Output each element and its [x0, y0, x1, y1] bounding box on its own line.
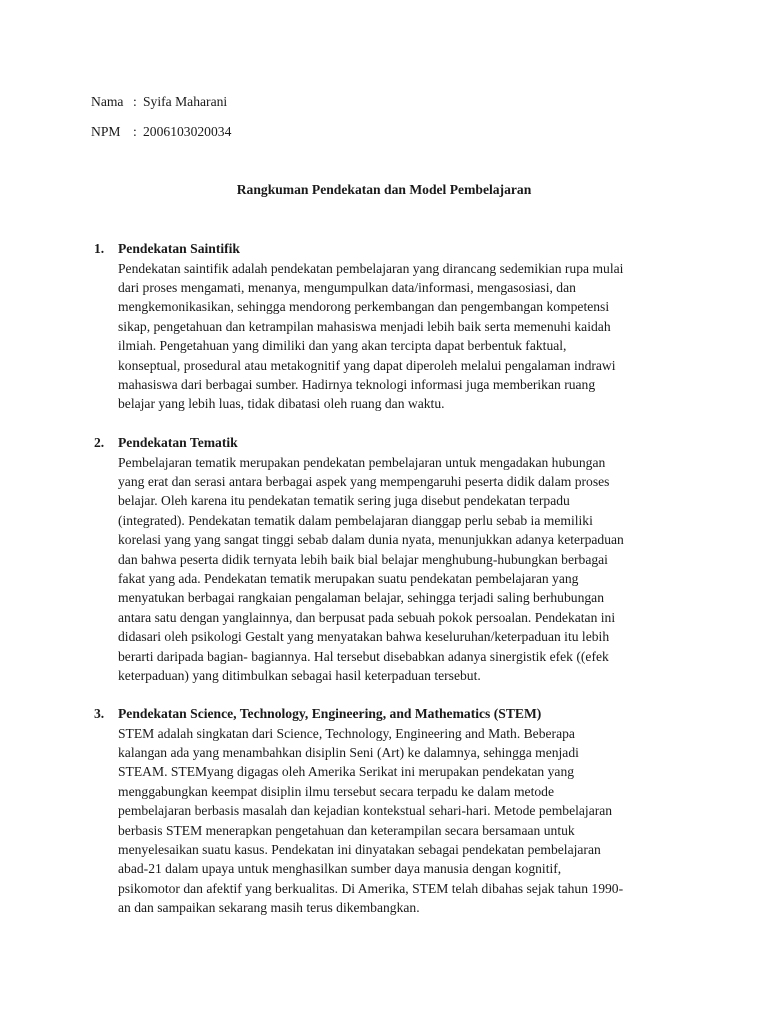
body-line: STEM adalah singkatan dari Science, Technology, Engineering and Math. Beberapa: [118, 725, 575, 741]
body-line: menggabungkan keempat disiplin ilmu tersebut secara terpadu ke dalam metode: [118, 783, 554, 799]
npm-value: 2006103020034: [143, 124, 232, 139]
body-line: Pendekatan saintifik adalah pendekatan pembelajaran yang dirancang sedemikian rupa mulai: [118, 260, 624, 276]
body-line: yang erat dan serasi antara berbagai aspek yang mempengaruhi peserta didik dalam proses: [118, 473, 610, 489]
name-colon: :: [133, 94, 137, 109]
body-line: mahasiswa dari berbagai sumber. Hadirnya teknologi informasi juga memberikan ruang: [118, 376, 596, 392]
section-heading: Pendekatan Science, Technology, Engineering, and Mathematics (STEM): [118, 706, 542, 721]
body-line: kalangan ada yang menambahkan disiplin Seni (Art) ke dalamnya, sehingga menjadi: [118, 744, 579, 760]
body-line: fakat yang ada. Pendekatan tematik merupakan suatu pendekatan pembelajaran yang: [118, 570, 579, 586]
body-line: Pembelajaran tematik merupakan pendekatan pembelajaran untuk mengadakan hubungan: [118, 454, 606, 470]
section-tematik: [94, 433, 694, 685]
section-number: 2.: [94, 435, 105, 450]
body-line: keterpaduan) yang ditimbulkan sebagai hasil keterpaduan tersebut.: [118, 667, 481, 683]
section-stem: [94, 704, 694, 918]
section-heading: Pendekatan Saintifik: [118, 241, 240, 256]
body-line: dan bahwa peserta didik ternyata lebih baik bial belajar menghubung-hubungkan berbagai: [118, 551, 608, 567]
section-number: 1.: [94, 241, 105, 256]
name-label: Nama: [91, 94, 124, 109]
body-line: STEAM. STEMyang digagas oleh Amerika Serikat ini merupakan pendekatan yang: [118, 764, 575, 780]
body-line: mengkemonikasikan, sehingga mendorong perkembangan dan pengembangan kompetensi: [118, 299, 610, 315]
body-line: antara satu dengan yanglainnya, dan berpusat pada sebuah pokok persoalan. Pendekatan ini: [118, 609, 616, 625]
body-line: pembelajaran berbasis masalah dan kejadian kontekstual sehari-hari. Metode pembelajaran: [118, 803, 613, 819]
body-line: dari proses mengamati, menanya, mengumpulkan data/informasi, mengasosiasi, dan: [118, 279, 576, 295]
body-line: an dan sampaikan sekarang masih terus dikembangkan.: [118, 900, 420, 916]
body-line: berbasis STEM menerapkan pengetahuan dan keterampilan secara bersamaan untuk: [118, 822, 575, 838]
body-line: psikomotor dan afektif yang berkualitas. Di Amerika, STEM telah dibahas sejak tahun 1990-: [118, 880, 624, 896]
body-line: korelasi yang yang sangat tinggi sebab dalam dunia nyata, menunjukkan adanya keterpaduan: [118, 532, 624, 548]
body-line: didasari oleh psikologi Gestalt yang menyatakan bahwa keseluruhan/keterpaduan itu lebih: [118, 629, 610, 645]
section-body: [118, 259, 694, 414]
section-heading: Pendekatan Tematik: [118, 435, 238, 450]
name-value: Syifa Maharani: [143, 94, 228, 109]
body-line: konseptual, prosedural atau metakognitif yang dapat diperoleh melalui pengalaman indrawi: [118, 357, 616, 373]
npm-row: [91, 122, 231, 142]
body-line: menyelesaikan suatu kasus. Pendekatan ini dinyatakan sebagai pendekatan pembelajaran: [118, 841, 601, 857]
name-row: [91, 92, 227, 112]
body-line: belajar. Oleh karena itu pendekatan tematik sering juga disebut pendekatan terpadu: [118, 493, 570, 509]
body-line: sikap, pengetahuan dan ketrampilan mahasiswa menjadi lebih baik serta memenuhi kaidah: [118, 318, 611, 334]
document-title: Rangkuman Pendekatan dan Model Pembelajaran: [236, 182, 532, 197]
section-number: 3.: [94, 706, 105, 721]
npm-colon: :: [133, 124, 137, 139]
section-saintifik: [94, 239, 694, 414]
body-line: berarti daripada bagian- bagiannya. Hal tersebut disebabkan adanya sinergistik efek ((efek: [118, 648, 609, 664]
body-line: menyatukan berbagai rangkaian pengalaman belajar, sehingga terjadi saling berhubungan: [118, 590, 604, 606]
body-line: (integrated). Pendekatan tematik dalam pembelajaran dianggap perlu sebab ia memiliki: [118, 512, 593, 528]
body-line: belajar yang lebih luas, tidak dibatasi oleh ruang dan waktu.: [118, 396, 445, 412]
npm-label: NPM: [91, 124, 121, 139]
body-line: abad-21 dalam upaya untuk menghasilkan sumber daya manusia dengan kognitif,: [118, 861, 562, 877]
section-body: [118, 724, 694, 918]
body-line: ilmiah. Pengetahuan yang dimiliki dan yang akan tercipta dapat berbentuk faktual,: [118, 338, 567, 354]
section-body: [118, 453, 694, 686]
